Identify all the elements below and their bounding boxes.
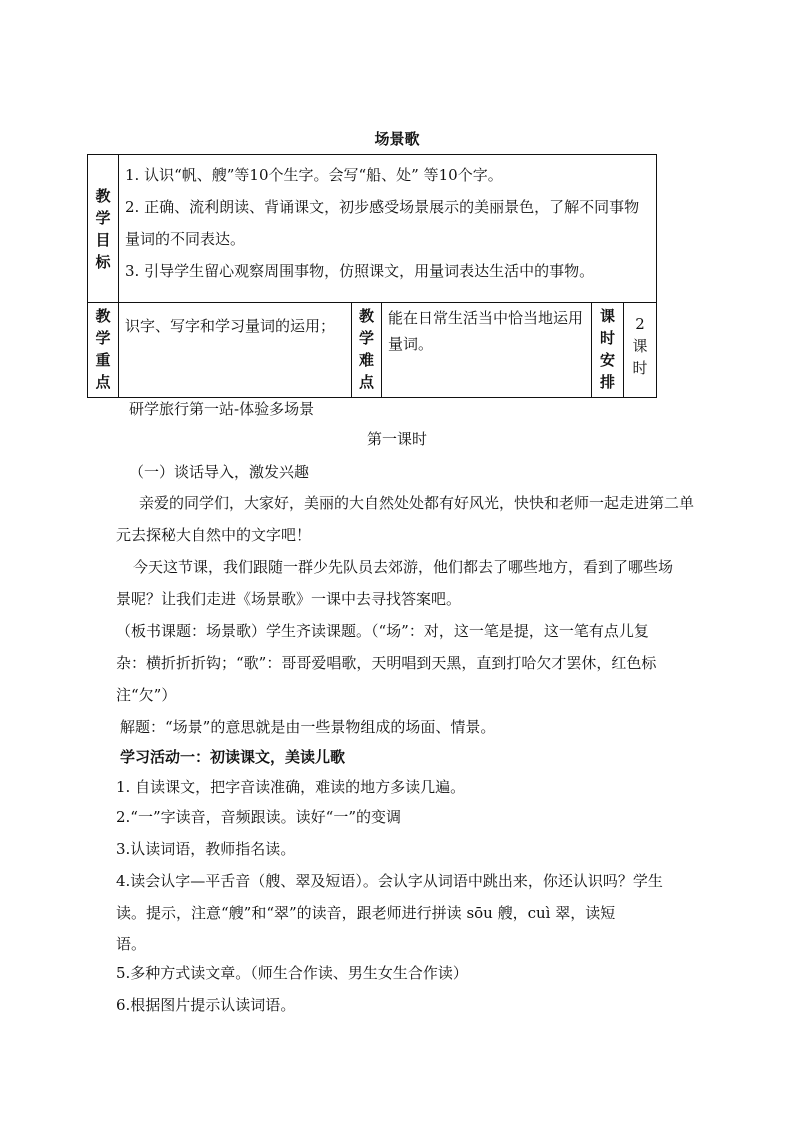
list-item: 3.认读词语，教师指名读。 [116,840,296,858]
list-item: 读。提示，注意“艘”和“翠”的读音，跟老师进行拼读 sōu 艘，cuì 翠，读短 [116,904,616,922]
subtitle: 研学旅行第一站-体验多场景 [129,400,315,418]
difficult-header-char: 教 [358,307,374,325]
goal-item: 3. 引导学生留心观察周围事物，仿照课文，用量词表达生活中的事物。 [125,262,595,280]
goals-row [88,155,657,303]
goals-header-char: 目 [95,231,111,249]
paragraph-line: 元去探秘大自然中的文字吧！ [116,526,312,544]
paragraph-line: （板书课题：场景歌）学生齐读课题。（“场”：对，这一笔是提，这一笔有点儿复 [116,622,649,640]
paragraph-line: 景呢？让我们走进《场景歌》一课中去寻找答案吧。 [116,590,462,608]
goals-header [88,155,119,303]
hours-value-char: 时 [632,359,648,377]
hours-header-char: 安 [599,351,615,369]
lesson-plan-table [87,154,657,398]
hours-header [592,303,624,398]
key-header [88,303,119,398]
section-heading: （一）谈话导入，激发兴趣 [129,463,310,481]
list-item: 5.多种方式读文章。（师生合作读、男生女生合作读） [116,964,468,982]
goals-header-char: 标 [95,253,111,271]
key-points-row [88,303,657,398]
list-item: 2.“一”字读音，音频跟读。读好“一”的变调 [116,808,401,826]
difficult-header-char: 点 [358,373,374,391]
list-item: 6.根据图片提示认读词语。 [116,996,296,1014]
difficult-header [352,303,382,398]
key-header-char: 点 [95,373,111,391]
key-header-char: 重 [95,351,111,369]
key-points-cell: 识字、写字和学习量词的运用； [119,303,352,398]
hours-header-char: 课 [599,307,615,325]
activity-heading: 学习活动一：初读课文，美读儿歌 [120,748,346,766]
goals-cell [119,155,657,303]
goals-header-char: 学 [95,209,111,227]
hours-value-cell [624,303,657,398]
key-header-char: 教 [95,307,111,325]
hours-header-char: 排 [599,373,615,391]
difficult-points-cell: 能在日常生活当中恰当地运用量词。 [382,303,592,398]
paragraph-line: 解题：“场景”的意思就是由一些景物组成的场面、情景。 [120,718,496,736]
page-title: 场景歌 [374,130,420,148]
list-item: 1. 自读课文，把字音读准确，难读的地方多读几遍。 [116,778,466,796]
list-item: 4.读会认字—平舌音（艘、翠及短语）。会认字从词语中跳出来，你还认识吗？学生 [116,872,663,890]
lesson-heading: 第一课时 [366,430,427,448]
hours-value-char: 2 [635,315,645,333]
goal-item: 2. 正确、流利朗读、背诵课文，初步感受场景展示的美丽景色，了解不同事物量词的不同表达。 [125,198,640,248]
key-header-char: 学 [95,329,111,347]
paragraph-line: 杂：横折折折钩；“歌”：哥哥爱唱歌，天明唱到天黑，直到打哈欠才罢休，红色标 [116,654,657,672]
hours-header-char: 时 [599,329,615,347]
goals-header-char: 教 [95,187,111,205]
hours-value-char: 课 [632,337,648,355]
difficult-header-char: 学 [358,329,374,347]
paragraph-line: 注“欠”） [116,686,177,704]
paragraph-line: 今天这节课，我们跟随一群少先队员去郊游，他们都去了哪些地方，看到了哪些场 [133,558,674,576]
list-item: 语。 [116,935,147,953]
goal-item: 1. 认识“帆、艘”等10个生字。会写“船、处” 等10个字。 [125,166,503,184]
difficult-header-char: 难 [358,351,374,369]
paragraph-line: 亲爱的同学们，大家好，美丽的大自然处处都有好风光，快快和老师一起走进第二单 [139,494,695,512]
